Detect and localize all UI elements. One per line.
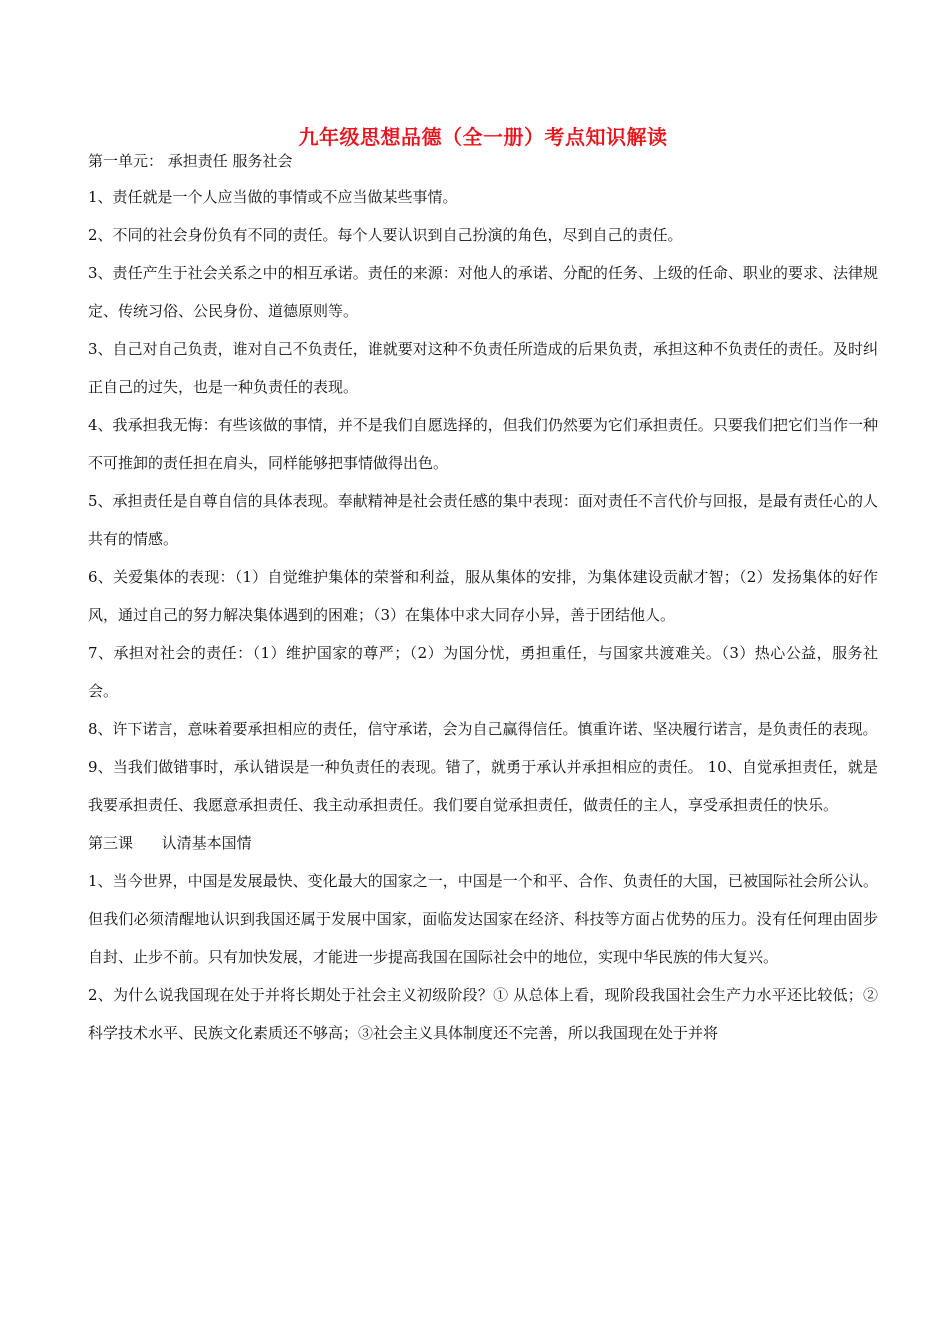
lesson-paragraph-2: 2、为什么说我国现在处于并将长期处于社会主义初级阶段？① 从总体上看，现阶段我国社会生产力水平还比较低；②科学技术水平、民族文化素质还不够高；③社会主义具体制度还不完善，所以我国现在处于并将 xyxy=(88,986,878,1042)
unit-heading: 第一单元： 承担责任 服务社会 xyxy=(88,152,293,170)
paragraph-10: 9、当我们做错事时，承认错误是一种负责任的表现。错了，就勇于承认并承担相应的责任。 10、自觉承担责任，就是我要承担责任、我愿意承担责任、我主动承担责任。我们要自觉承担责任，做责任的主人，享受承担责任的快乐。 xyxy=(88,758,878,814)
paragraph-3: 3、责任产生于社会关系之中的相互承诺。责任的来源：对他人的承诺、分配的任务、上级的任命、职业的要求、法律规定、传统习俗、公民身份、道德原则等。 xyxy=(88,264,878,320)
paragraph-5: 4、我承担我无悔：有些该做的事情，并不是我们自愿选择的，但我们仍然要为它们承担责任。只要我们把它们当作一种不可推卸的责任担在肩头，同样能够把事情做得出色。 xyxy=(88,416,878,472)
paragraph-8: 7、承担对社会的责任：（1）维护国家的尊严；（2）为国分忧，勇担重任，与国家共渡难关。（3）热心公益，服务社会。 xyxy=(88,644,878,700)
paragraph-7: 6、关爱集体的表现：（1）自觉维护集体的荣誉和利益，服从集体的安排，为集体建设贡献才智；（2）发扬集体的好作风，通过自己的努力解决集体遇到的困难；（3）在集体中求大同存小异，善于团结他人。 xyxy=(88,568,878,624)
lesson-paragraph-1: 1、当今世界，中国是发展最快、变化最大的国家之一，中国是一个和平、合作、负责任的大国，已被国际社会所公认。但我们必须清醒地认识到我国还属于发展中国家，面临发达国家在经济、科技等方面占优势的压力。没有任何理由固步自封、止步不前。只有加快发展，才能进一步提高我国在国际社会中的地位，实现中华民族的伟大复兴。 xyxy=(88,872,878,966)
paragraph-9: 8、许下诺言，意味着要承担相应的责任，信守承诺，会为自己赢得信任。慎重许诺、坚决履行诺言，是负责任的表现。 xyxy=(88,720,878,738)
paragraph-6: 5、承担责任是自尊自信的具体表现。奉献精神是社会责任感的集中表现：面对责任不言代价与回报，是最有责任心的人共有的情感。 xyxy=(88,492,878,548)
document-page xyxy=(88,0,878,1052)
document-title: 九年级思想品德（全一册）考点知识解读 xyxy=(298,125,668,149)
paragraph-2: 2、不同的社会身份负有不同的责任。每个人要认识到自己扮演的角色，尽到自己的责任。 xyxy=(88,226,683,244)
lesson-heading: 第三课 认清基本国情 xyxy=(88,834,252,852)
paragraph-4: 3、自己对自己负责，谁对自己不负责任，谁就要对这种不负责任所造成的后果负责，承担这种不负责任的责任。及时纠正自己的过失，也是一种负责任的表现。 xyxy=(88,340,878,396)
paragraph-1: 1、责任就是一个人应当做的事情或不应当做某些事情。 xyxy=(88,188,458,206)
